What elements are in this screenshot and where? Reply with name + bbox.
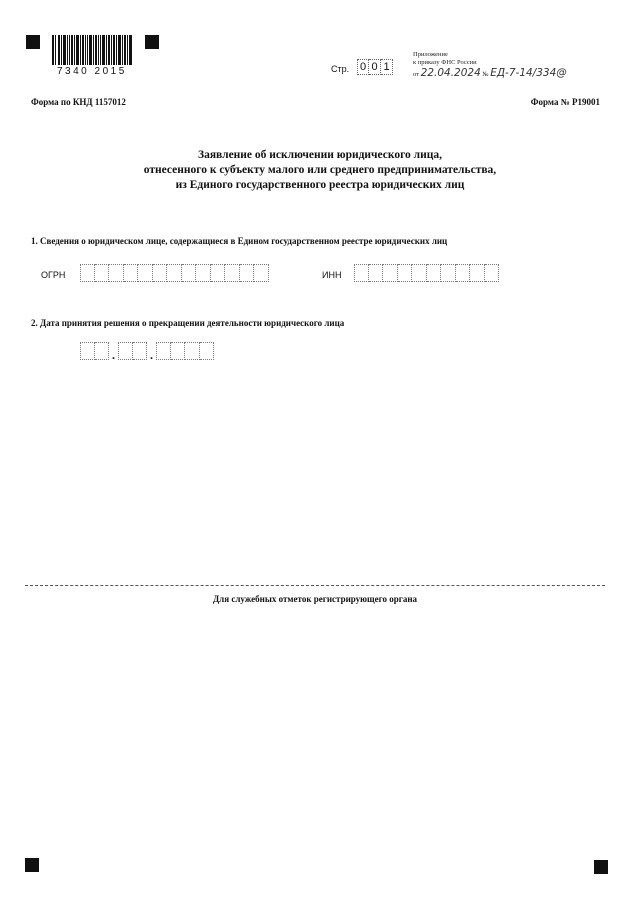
appendix-ot: от	[413, 71, 420, 78]
ogrn-cell[interactable]	[138, 264, 153, 282]
title-line-1: Заявление об исключении юридического лица,	[198, 149, 442, 161]
inn-cell[interactable]	[427, 264, 442, 282]
date-cell[interactable]	[95, 342, 110, 360]
inn-cell[interactable]	[470, 264, 485, 282]
page-digit: 0	[357, 59, 369, 75]
inn-cell[interactable]	[398, 264, 413, 282]
date-separator: .	[112, 348, 115, 362]
ogrn-cell[interactable]	[196, 264, 211, 282]
ogrn-cell[interactable]	[225, 264, 240, 282]
ogrn-cell[interactable]	[80, 264, 95, 282]
ogrn-cell[interactable]	[167, 264, 182, 282]
ogrn-cell[interactable]	[254, 264, 269, 282]
inn-label: ИНН	[322, 270, 342, 280]
page-number-cells	[357, 59, 393, 75]
appendix-line-2: к приказу ФНС России	[413, 59, 477, 66]
appendix-no: №	[482, 71, 489, 78]
ogrn-cell[interactable]	[211, 264, 226, 282]
form-knd-code: Форма по КНД 1157012	[31, 97, 126, 107]
corner-marker-top-left	[26, 35, 40, 49]
inn-cell[interactable]	[412, 264, 427, 282]
form-number: Форма № Р19001	[530, 97, 600, 107]
corner-marker-bottom-right	[594, 860, 608, 874]
appendix-number-handwritten: ЕД-7-14/334@	[490, 67, 567, 79]
appendix-order-line	[413, 67, 567, 79]
date-cell[interactable]	[118, 342, 133, 360]
ogrn-cell[interactable]	[240, 264, 255, 282]
date-cell[interactable]	[80, 342, 95, 360]
appendix-note	[413, 51, 477, 67]
section-2-heading: 2. Дата принятия решения о прекращении деятельности юридического лица	[31, 318, 345, 328]
date-cell[interactable]	[133, 342, 148, 360]
ogrn-cell[interactable]	[182, 264, 197, 282]
inn-input-cells[interactable]	[354, 264, 499, 282]
date-cell[interactable]	[171, 342, 186, 360]
corner-marker-top-right	[145, 35, 159, 49]
section-1-heading: 1. Сведения о юридическом лице, содержащиеся в Едином государственном реестре юридических лиц	[31, 236, 448, 246]
corner-marker-bottom-left	[25, 858, 39, 872]
date-separator: .	[150, 348, 153, 362]
appendix-date-handwritten: 22.04.2024	[420, 67, 481, 79]
date-year-cells[interactable]	[156, 342, 214, 360]
ogrn-cell[interactable]	[124, 264, 139, 282]
inn-cell[interactable]	[485, 264, 500, 282]
date-cell[interactable]	[200, 342, 215, 360]
inn-cell[interactable]	[456, 264, 471, 282]
ogrn-label: ОГРН	[41, 270, 66, 280]
decision-date-input[interactable]	[80, 342, 214, 360]
title-line-3: из Единого государственного реестра юридических лиц	[175, 179, 465, 191]
title-line-2: отнесенного к субъекту малого или среднего предпринимательства,	[143, 164, 497, 176]
date-cell[interactable]	[185, 342, 200, 360]
ogrn-cell[interactable]	[95, 264, 110, 282]
inn-cell[interactable]	[369, 264, 384, 282]
service-divider	[25, 585, 605, 586]
date-day-cells[interactable]	[80, 342, 109, 360]
ogrn-cell[interactable]	[153, 264, 168, 282]
page-digit: 1	[381, 59, 393, 75]
inn-cell[interactable]	[441, 264, 456, 282]
appendix-line-1: Приложение	[413, 51, 448, 58]
date-cell[interactable]	[156, 342, 171, 360]
date-month-cells[interactable]	[118, 342, 147, 360]
page-digit: 0	[369, 59, 381, 75]
inn-cell[interactable]	[354, 264, 369, 282]
barcode-graphic	[52, 35, 132, 65]
service-notes-label: Для служебных отметок регистрирующего органа	[212, 594, 418, 604]
barcode-number: 7340 2015	[57, 66, 127, 77]
inn-cell[interactable]	[383, 264, 398, 282]
ogrn-input-cells[interactable]	[80, 264, 269, 282]
ogrn-cell[interactable]	[109, 264, 124, 282]
document-title	[90, 148, 550, 193]
page-label: Стр.	[331, 64, 350, 74]
